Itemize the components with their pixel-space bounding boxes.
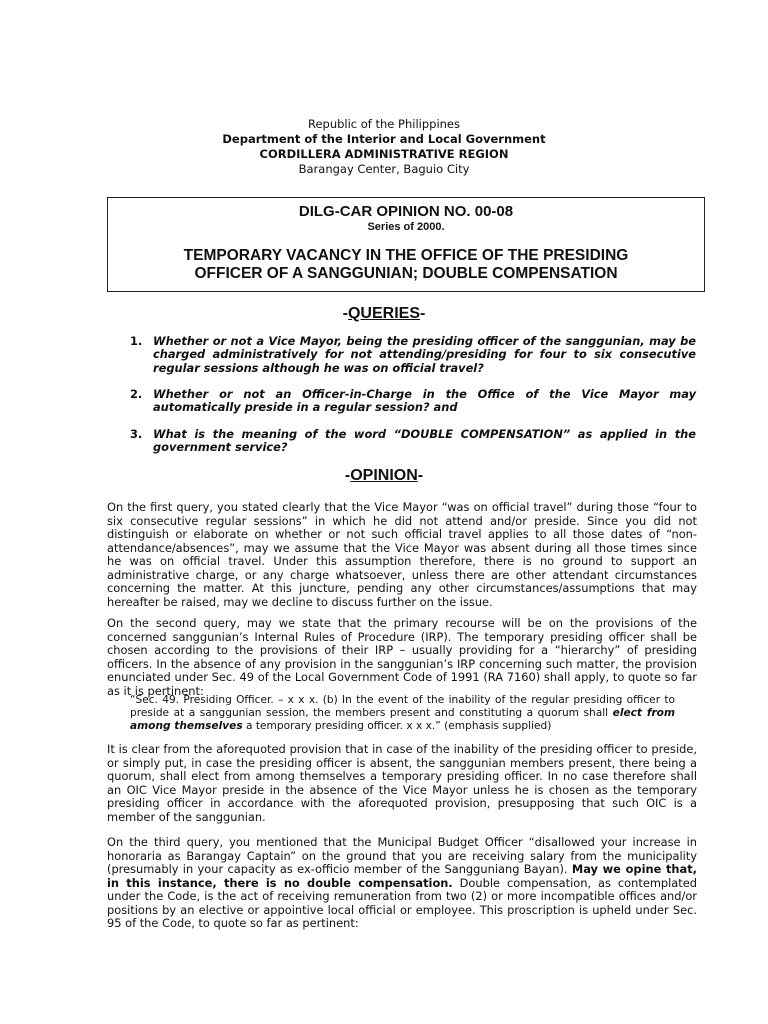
queries-heading [0, 305, 768, 323]
opinion-number: DILG-CAR OPINION NO. 00-08 [298, 203, 514, 220]
query-text: Whether or not an Officer-in-Charge in the Office of the Vice Mayor may automatically preside in a regular session? and [153, 387, 696, 415]
letterhead-address: Barangay Center, Baguio City [298, 162, 470, 176]
paragraph-second-query: On the second query, may we state that the primary recourse will be on the provisions of the concerned sanggunian’s Internal Rules of Procedure (IRP). The temporary presiding officer shall be chosen according to the provisions of their IRP – usually providing for a “hierarchy” of presiding officers. In the absence of any provision in the sanggunian’s IRP concerning such matter, the provision enunciated under Sec. 49 of the Local Government Code of 1991 (RA 7160) shall apply, to quote so far as it is pertinent: [107, 616, 697, 698]
query-number: 3. [130, 427, 143, 441]
query-item-1 [130, 335, 696, 375]
paragraph-third-query [107, 836, 697, 931]
query-item-3 [130, 428, 696, 455]
opinion-title-line2: OFFICER OF A SANGGUNIAN; DOUBLE COMPENSATION [194, 265, 618, 282]
quote-text-b: a temporary presiding officer. x x x.” (emphasis supplied) [242, 720, 552, 732]
query-number: 2. [130, 387, 143, 401]
quote-text-a: “Sec. 49. Presiding Officer. – x x x. (b) In the event of the inability of the regular presiding officer to preside at a sanggunian session, the members present and constituting a quorum shall [130, 694, 675, 719]
letterhead-department: Department of the Interior and Local Government [222, 132, 546, 146]
opinion-heading [0, 467, 768, 485]
quoted-provision-sec49 [130, 694, 675, 733]
quote-emphasis: elect from among themselves [130, 707, 675, 732]
queries-heading-word: QUERIES [347, 305, 420, 322]
opinion-title-box [107, 197, 705, 292]
opinion-dash-right: - [417, 467, 424, 484]
query-number: 1. [130, 334, 143, 348]
paragraph-analysis: It is clear from the aforequoted provision that in case of the inability of the presiding officer to preside, or simply put, in case the presiding officer is absent, the sanggunian members present, there being a quorum, shall elect from among themselves a temporary presiding officer. In no case therefore shall an OIC Vice Mayor preside in the absence of the Vice Mayor unless he is chosen as the temporary presiding officer in accordance with the aforequoted provision, presupposing that such OIC is a member of the sanggunian. [107, 742, 697, 824]
opinion-title [108, 247, 704, 283]
opinion-heading-word: OPINION [350, 467, 418, 484]
query-text: Whether or not a Vice Mayor, being the presiding officer of the sanggunian, may be charged administratively for not attending/presiding for four to six consecutive regular sessions although he was on official travel? [153, 334, 696, 375]
opinion-dash-left: - [344, 467, 351, 484]
query-item-2 [130, 388, 696, 415]
letterhead [0, 117, 768, 177]
opinion-title-line1: TEMPORARY VACANCY IN THE OFFICE OF THE PRESIDING [183, 247, 629, 264]
letterhead-republic: Republic of the Philippines [307, 117, 461, 131]
queries-dash-left: - [342, 305, 348, 322]
third-query-text-b: Double compensation, as contemplated under the Code, is the act of receiving remuneration from two (2) or more incompatible offices and/or positions by an elective or appointive local official or employee. This proscription is upheld under Sec. 95 of the Code, to quote so far as pertinent: [107, 875, 697, 930]
third-query-bold: May we opine that, in this instance, there is no double compensation. [107, 862, 697, 890]
third-query-text-a: On the third query, you mentioned that the Municipal Budget Officer “disallowed your increase in honoraria as Barangay Captain” on the ground that you are receiving salary from the municipality (presumably in your capacity as ex-officio member of the Sangguniang Bayan). [107, 835, 697, 876]
opinion-series: Series of 2000. [367, 221, 445, 233]
paragraph-first-query: On the first query, you stated clearly that the Vice Mayor “was on official travel” during those “four to six consecutive regular sessions” in which he did not attend and/or preside. Since you did not distinguish or elaborate on whether or not such official travel applies to all those dates of “non-attendance/absences”, may we assume that the Vice Mayor was absent during all those times since he was on official travel. Under this assumption therefore, there is no ground to support an administrative charge, or any charge whatsoever, unless there are other attendant circumstances concerning the matter. At this juncture, pending any other circumstances/assumptions that may hereafter be raised, may we decline to discuss further on the issue. [107, 500, 697, 609]
queries-dash-right: - [420, 305, 426, 322]
query-text: What is the meaning of the word “DOUBLE COMPENSATION” as applied in the government service? [153, 427, 696, 455]
letterhead-region: CORDILLERA ADMINISTRATIVE REGION [259, 147, 509, 161]
